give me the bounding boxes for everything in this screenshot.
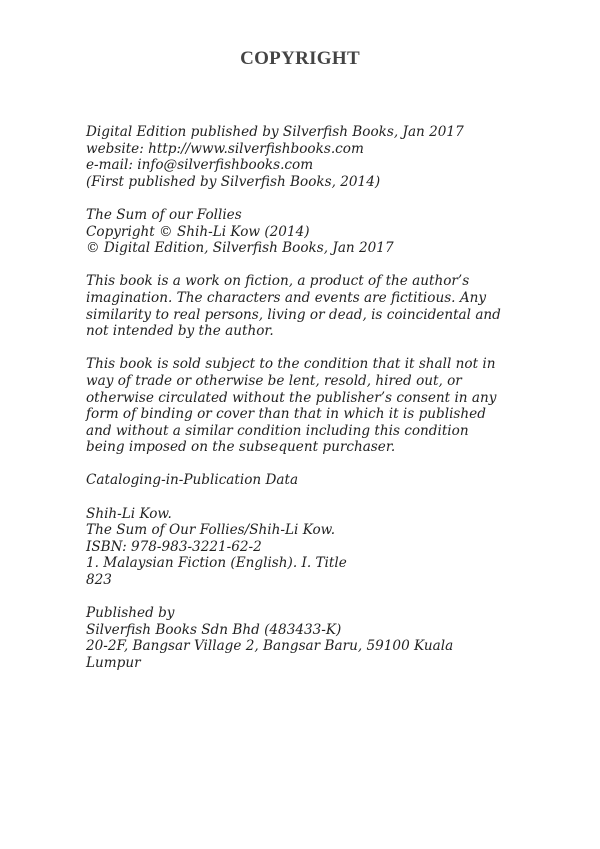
digital-edition-paragraph: [86, 124, 526, 190]
text-line: similarity to real persons, living or dead, is coincidental and: [86, 306, 501, 323]
classification-line: 823: [86, 572, 112, 589]
text-line: not intended by the author.: [86, 323, 274, 340]
text-line: otherwise circulated without the publisher’s consent in any: [86, 389, 497, 406]
sale-condition-paragraph: [86, 356, 526, 456]
email-line: e-mail: info@silverfishbooks.com: [86, 157, 314, 174]
isbn-line: ISBN: 978-983-3221-62-2: [86, 538, 262, 555]
fiction-disclaimer-paragraph: [86, 273, 526, 339]
text-line: and without a similar condition including this condition: [86, 422, 469, 439]
book-title-line: The Sum of our Follies: [86, 206, 242, 223]
text-line: 1. Malaysian Fiction (English). I. Title: [86, 555, 347, 572]
page-title: COPYRIGHT: [240, 48, 360, 69]
text-line: This book is a work on fiction, a product of the author’s: [86, 273, 470, 290]
text-line: imagination. The characters and events are fictitious. Any: [86, 289, 487, 306]
author-line: Shih-Li Kow.: [86, 505, 172, 522]
text-line: Published by: [86, 605, 175, 622]
address-line: 20-2F, Bangsar Village 2, Bangsar Baru, 59100 Kuala: [86, 638, 454, 655]
address-line: Lumpur: [86, 655, 141, 671]
book-copyright-paragraph: [86, 207, 526, 257]
text-line: being imposed on the subsequent purchaser.: [86, 439, 396, 456]
copyright-body: [86, 124, 526, 688]
text-line: (First published by Silverfish Books, 2014): [86, 173, 381, 190]
text-line: Digital Edition published by Silverfish Books, Jan 2017: [86, 124, 464, 140]
cip-heading-paragraph: [86, 472, 526, 489]
publisher-paragraph: [86, 605, 526, 671]
website-line: website: http://www.silverfishbooks.com: [86, 140, 364, 157]
text-line: © Digital Edition, Silverfish Books, Jan 2017: [86, 240, 394, 257]
publisher-name-line: Silverfish Books Sdn Bhd (483433-K): [86, 621, 342, 638]
text-line: This book is sold subject to the condition that it shall not in: [86, 356, 496, 373]
cip-heading: Cataloging-in-Publication Data: [86, 472, 299, 489]
text-line: The Sum of Our Follies/Shih-Li Kow.: [86, 522, 336, 539]
cip-data-paragraph: [86, 506, 526, 589]
text-line: way of trade or otherwise be lent, resold, hired out, or: [86, 372, 462, 389]
text-line: Copyright © Shih-Li Kow (2014): [86, 223, 310, 240]
text-line: form of binding or cover than that in which it is published: [86, 406, 486, 423]
